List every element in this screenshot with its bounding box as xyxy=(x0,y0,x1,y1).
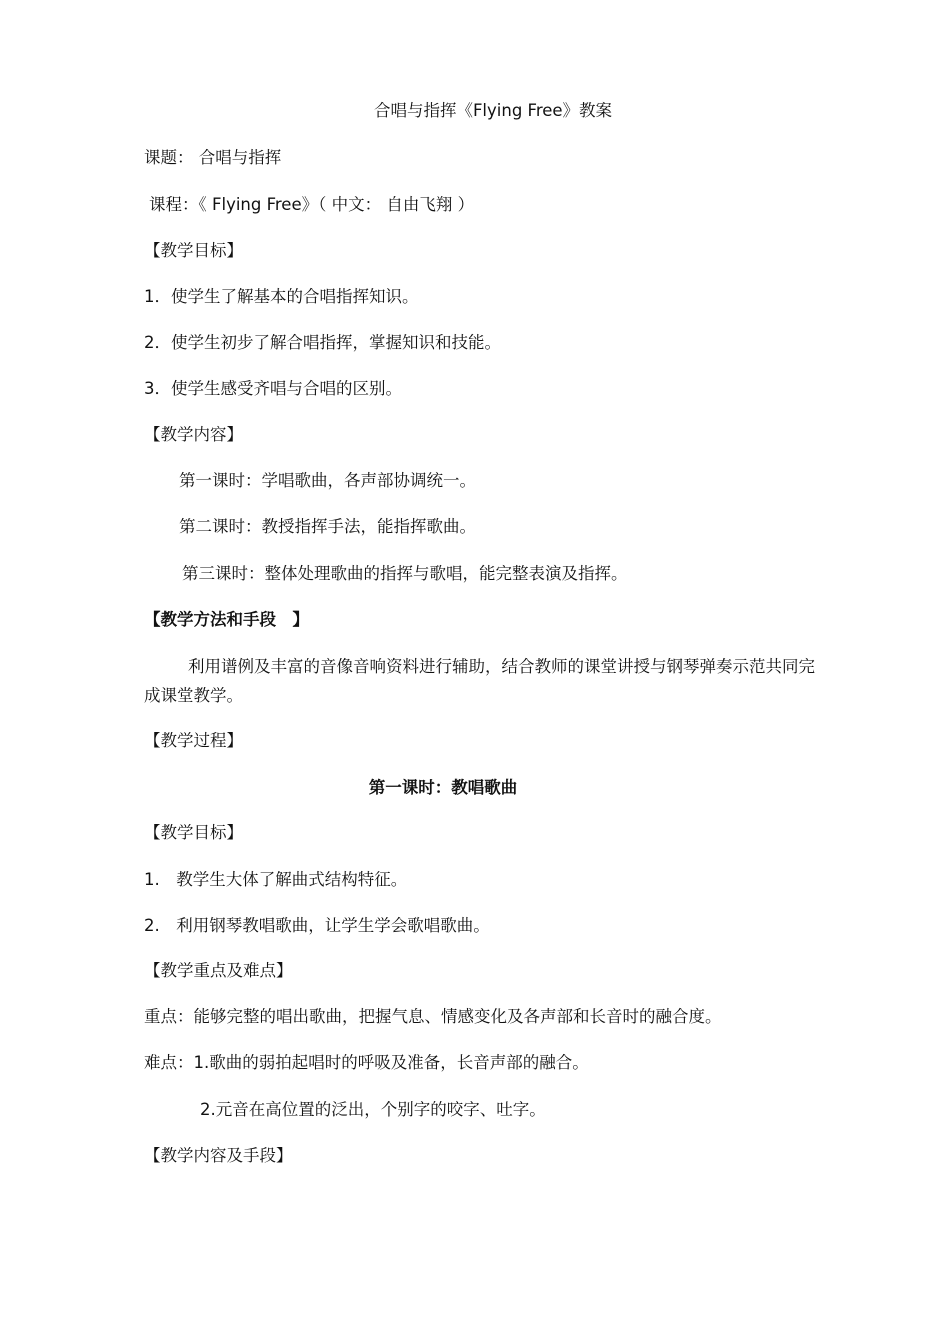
content-heading: 【教学内容】 xyxy=(144,425,243,444)
process-heading: 【教学过程】 xyxy=(144,731,243,750)
lesson1-title: 第一课时：教唱歌曲 xyxy=(368,778,518,797)
content-item-1: 第一课时：学唱歌曲，各声部协调统一。 xyxy=(179,471,476,490)
document-title: 合唱与指挥《Flying Free》教案 xyxy=(373,101,613,120)
content-item-2: 第二课时：教授指挥手法，能指挥歌曲。 xyxy=(179,517,476,536)
methods-heading: 【教学方法和手段 】 xyxy=(144,610,309,629)
course-line: 课程：《 Flying Free》（ 中文： 自由飞翔 ） xyxy=(149,195,475,214)
lesson1-goal-item-2: 2. 利用钢琴教唱歌曲，让学生学会歌唱歌曲。 xyxy=(144,916,490,935)
key-points-heading: 【教学重点及难点】 xyxy=(144,961,293,980)
difficulty-line-1: 难点：1.歌曲的弱拍起唱时的呼吸及准备，长音声部的融合。 xyxy=(144,1053,589,1072)
lesson1-content-heading: 【教学内容及手段】 xyxy=(144,1146,293,1165)
goal-item-3: 3．使学生感受齐唱与合唱的区别。 xyxy=(144,379,402,398)
goal-item-1: 1．使学生了解基本的合唱指挥知识。 xyxy=(144,287,419,306)
goals-heading: 【教学目标】 xyxy=(144,241,243,260)
goal-item-2: 2．使学生初步了解合唱指挥，掌握知识和技能。 xyxy=(144,333,501,352)
lesson1-goal-item-1: 1. 教学生大体了解曲式结构特征。 xyxy=(144,870,408,889)
key-point-line: 重点：能够完整的唱出歌曲，把握气息、情感变化及各声部和长音时的融合度。 xyxy=(144,1007,722,1026)
difficulty-line-2: 2.元音在高位置的泛出，个别字的咬字、吐字。 xyxy=(200,1100,546,1119)
lesson1-goals-heading: 【教学目标】 xyxy=(144,823,243,842)
methods-paragraph: 利用谱例及丰富的音像音响资料进行辅助，结合教师的课堂讲授与钢琴弹奏示范共同完成课堂教学。 xyxy=(144,657,815,705)
content-item-3: 第三课时：整体处理歌曲的指挥与歌唱，能完整表演及指挥。 xyxy=(182,564,628,583)
topic-line: 课题： 合唱与指挥 xyxy=(144,148,282,167)
